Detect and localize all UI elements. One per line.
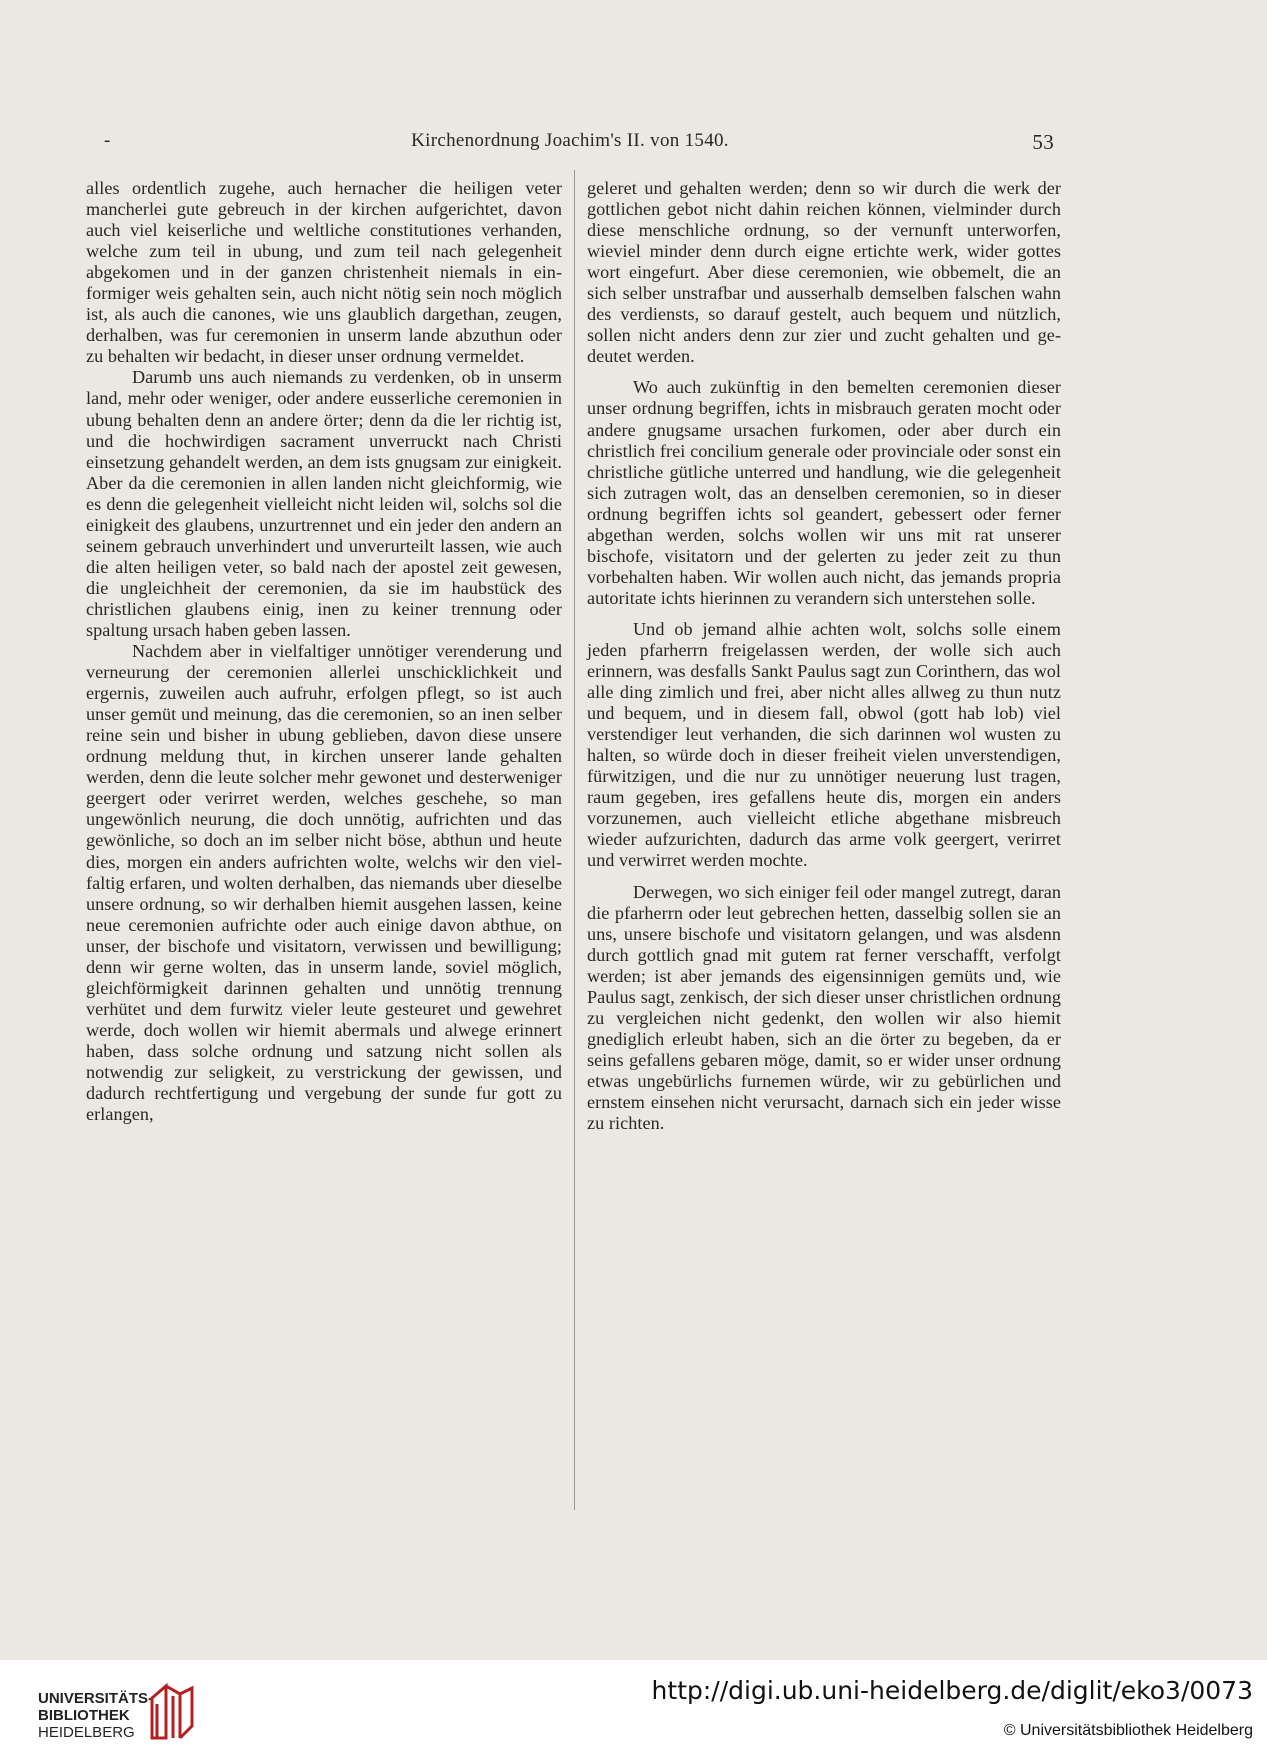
page-number: 53 xyxy=(1032,130,1054,154)
document-url-link[interactable]: http://digi.ub.uni-heidelberg.de/diglit/eko3/0073 xyxy=(651,1676,1253,1705)
column-divider xyxy=(574,170,575,1510)
library-emblem-icon xyxy=(146,1682,196,1744)
library-logo-text xyxy=(38,1690,153,1741)
left-paragraph-2: Darumb uns auch niemands zu verdenken, ob in unserm land, mehr oder weniger, oder andere eusserliche ceremonien in ubung behalten denn an andere örter; denn da die ler richtig ist, und die hochwirdigen sacrament unverruckt nach Christi einsetzung gehandelt werden, an dem ists gnugsam zur einigkeit. Aber da die ceremonien in allen landen nicht gleichformig, wie es denn die gelegenheit vielleicht nicht leiden wil, solchs sol die einigkeit des glaubens, unzurtrennet und ein jeder den andern an seinem gebrauch unverhindert und unverurteilt lassen, wie auch die alten heiligen veter, so bald nach der apostel zeit gewesen, die ungleichheit der ceremonien, da sie im haubstück des christlichen glaubens einig, inen zu keiner trennung oder spaltung ursach haben geben lassen. xyxy=(86,367,562,640)
right-paragraph-4: Derwegen, wo sich einiger feil oder mangel zutregt, daran die pfarherrn oder leut gebrechen hetten, dasselbig sollen sie an uns, unsere bischofe und visitatorn gelangen, und was alsdenn durch gottlich gnad mit gutem rat ferner verschafft, verfolgt werden; ist aber jemands des eigensinnigen gemüts und, wie Paulus sagt, zenkisch, der sich dieser unser christlichen ordnung zu vergleichen nicht gedenkt, den wollen wir also hiemit gnediglich erleubt haben, sich an die örter zu begeben, da er seins gefallens gebaren möge, damit, so er wider unser ordnung etwas ungebürlichs furnemen würde, wir zu gebürlichen und ernstem einsehen nicht verursacht, darnach sich ein jeder wisse zu richten. xyxy=(587,881,1061,1134)
logo-line-1: UNIVERSITÄTS- xyxy=(38,1690,154,1707)
library-logo[interactable] xyxy=(20,1670,180,1750)
right-column xyxy=(587,178,1061,1134)
running-header xyxy=(86,130,1054,160)
library-footer xyxy=(0,1660,1267,1753)
left-paragraph-1: alles ordentlich zugehe, auch hernacher die heiligen veter mancherlei gute gebreuch in der kirchen aufgerichtet, davon auch viel keiserliche und weltliche constitutiones verhanden, welche zum teil in ubung, und zum teil nach gelegenheit abgekomen und in der ganzen christenheit niemals in einformiger weis gehalten sein, auch nicht nötig sein noch möglich ist, als auch die canones, wie uns glaublich dargethan, zeugen, derhalben, was fur ceremonien in unserm lande abzuthun oder zu behalten wir bedacht, in dieser unser ordnung vermeldet. xyxy=(86,178,562,367)
right-paragraph-2: Wo auch zukünftig in den bemelten ceremonien dieser unser ordnung begriffen, ichts in misbrauch geraten mocht oder andere gnugsame ursachen furkomen, oder aber durch ein christlich frei concilium generale oder provinciale oder sonst ein christliche gütliche unterred und handlung, wie die gelegenheit sich zutragen wolt, das an denselben ceremonien, so in dieser ordnung begriffen ichts sol geandert, gebessert oder ferner abgethan werden, solchs wollen wir uns mit rat unserer bischofe, visitatorn und der gelerten zu jeder zeit zu thun vorbehalten haben. Wir wollen auch nicht, das jemands propria autoritate ichts hierinnen zu verandern sich unterstehen solle. xyxy=(587,377,1061,608)
right-paragraph-3: Und ob jemand alhie achten wolt, solchs solle einem jeden pfarherrn freigelassen werden, der wolle sich auch erinnern, was desfalls Sankt Paulus sagt zun Corinthern, das wol alle ding zimlich und frei, aber nicht alles allweg zu thun nutz und bequem, und in diesem fall, obwol (gott hab lob) viel verstendiger leut verhanden, die sich darinnen wol wusten zu halten, so würde doch in dieser freiheit vielen unverstendigen, fürwitzigen, und die nur zu unnötiger neuerung lust tragen, raum gegeben, ires gefallens heute dis, morgen ein anders vorzunemen, auch vielleicht etliche abgethane misbreuch wieder aufzurichten, dadurch das arme volk geergert, verirret und verwirret werden mochte. xyxy=(587,618,1061,871)
left-paragraph-3: Nachdem aber in vielfaltiger unnötiger verenderung und verneurung der ceremonien allerlei unschicklichkeit und ergernis, zuweilen auch aufruhr, erfolgen pflegt, so ist auch unser gemüt und meinung, das die ceremonien, so an inen selber reine sein und bisher in ubung geblieben, davon diese unsere ordnung meldung thut, in kirchen unserer lande gehalten werden, denn die leute solcher mehr gewonet und desterweniger geergert oder verirret werden, welches geschehe, so man ungewönlich neurung, die doch unnötig, aufrichten und das gewönliche, so doch an im selber nicht böse, abthun und heute dies, morgen ein anders aufrichten wolte, welchs wir den vielfaltig erfaren, und wolten derhalben, das niemands uber dieselbe unsere ordnung, so wir derhalben hiemit ausgehen lassen, keine neue ceremonien aufrichte oder auch einige davon abthue, on unser, der bischofe und visitatorn, verwissen und bewilligung; denn wir gerne wolten, das in unserm lande, soviel möglich, gleichförmigkeit darinnen gehalten und unnötig trennung verhütet und dem furwitz vieler leute gesteuret und gewehret werde, doch wollen wir hiemit abermals und alwege erinnert haben, dass solche ordnung und satzung nicht sollen als notwendig zur seligkeit, zu verstrickung der gewissen, und dadurch rechtfertigung und vergebung der sunde fur gott zu erlangen, xyxy=(86,641,562,1125)
header-dash: - xyxy=(104,130,111,151)
logo-line-3: HEIDELBERG xyxy=(38,1724,135,1741)
logo-line-2: BIBLIOTHEK xyxy=(38,1707,130,1724)
right-paragraph-1: geleret und gehalten werden; denn so wir durch die werk der gottlichen gebot nicht dahin reichen können, vielminder durch diese menschliche ordnung, so der vernunft unterworfen, wieviel minder denn durch eigne ertichte werk, wider gottes wort eingefurt. Aber diese ceremonien, wie obbemelt, die an sich selber unstrafbar und ausserhalb demselben falschen wahn des verdiensts, so darauf gestelt, auch bequem und nützlich, sollen nicht anders denn zur zier und zucht gehalten und gedeutet werden. xyxy=(587,178,1061,367)
running-title: Kirchenordnung Joachim's II. von 1540. xyxy=(411,130,729,151)
left-column xyxy=(86,178,562,1125)
copyright-notice: © Universitätsbibliothek Heidelberg xyxy=(1003,1722,1253,1739)
